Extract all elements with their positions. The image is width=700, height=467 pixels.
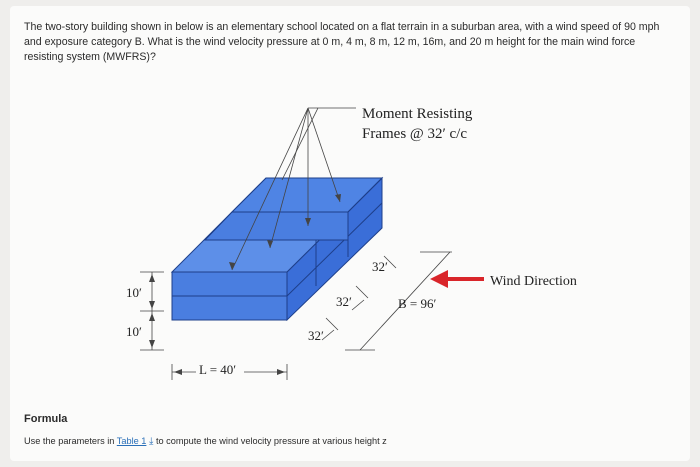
- dim-story-bottom: 10′: [126, 324, 142, 339]
- formula-instruction: [24, 436, 387, 447]
- formula-heading: Formula: [24, 413, 68, 425]
- bay-3-label: 32′: [372, 259, 388, 274]
- dim-width: B = 96′: [398, 296, 437, 311]
- dim-story-top: 10′: [126, 285, 142, 300]
- question-text: The two-story building shown in below is an elementary school located on a flat terrain in a suburban area, with a wind speed of 90 mph and exposure category B. What is the wind velocity pressure at 0 m, 4 m, 8 m, 12 m, 16m, and 20 m height for the main wind force resisting system (MWFRS)?: [24, 21, 660, 63]
- bay-2-label: 32′: [336, 294, 352, 309]
- formula-suffix: to compute the wind velocity pressure at various height z: [155, 436, 387, 446]
- dim-length: L = 40′: [199, 362, 237, 377]
- wind-direction-label: Wind Direction: [490, 274, 577, 289]
- wind-arrow: [430, 270, 484, 288]
- formula-prefix: Use the parameters in: [24, 436, 115, 446]
- height-dimension: [140, 272, 164, 350]
- download-arrow-icon[interactable]: ⤓: [148, 436, 154, 447]
- table-1-link[interactable]: Table 1: [116, 436, 147, 446]
- callout-line2: Frames @ 32′ c/c: [362, 126, 467, 142]
- callout-line1: Moment Resisting: [362, 106, 473, 122]
- bay-1-label: 32′: [308, 328, 324, 343]
